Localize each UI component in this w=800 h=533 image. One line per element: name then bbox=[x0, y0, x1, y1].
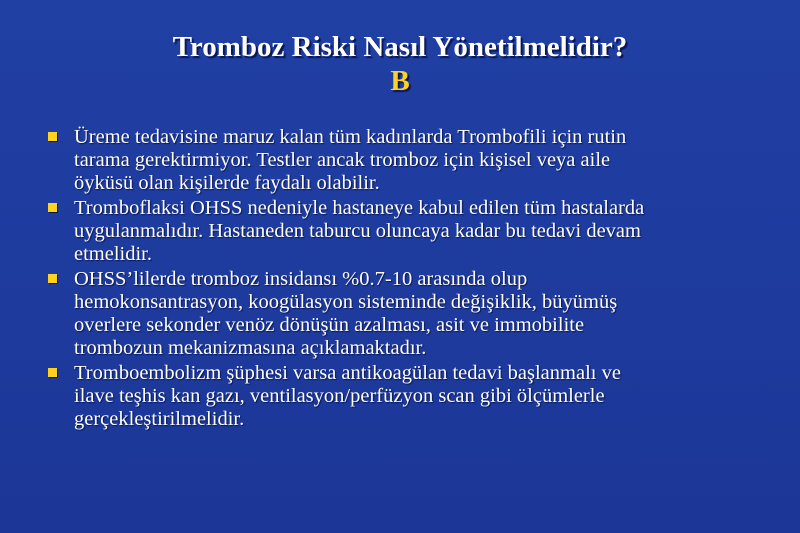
bullet-item bbox=[0, 197, 800, 266]
bullet-item bbox=[0, 126, 800, 195]
bullet-text-line: Tromboembolizm şüphesi varsa antikoagülan tedavi başlanmalı ve bbox=[74, 362, 621, 384]
slide-title: Tromboz Riski Nasıl Yönetilmelidir? bbox=[172, 31, 628, 63]
square-bullet-icon bbox=[48, 203, 57, 212]
bullet-item bbox=[0, 268, 800, 360]
bullet-text-line: gerçekleştirilmelidir. bbox=[74, 408, 245, 430]
title-block bbox=[0, 30, 800, 98]
bullet-text-line: OHSS’lilerde tromboz insidansı %0.7-10 arasında olup bbox=[74, 268, 528, 290]
square-bullet-icon bbox=[48, 132, 57, 141]
bullet-text-line: Tromboflaksi OHSS nedeniyle hastaneye kabul edilen tüm hastalarda bbox=[74, 197, 645, 219]
bullet-text-line: öyküsü olan kişilerde faydalı olabilir. bbox=[74, 172, 380, 194]
square-bullet-icon bbox=[48, 274, 57, 283]
bullet-item bbox=[0, 362, 800, 431]
bullet-text-line: trombozun mekanizmasına açıklamaktadır. bbox=[74, 337, 427, 359]
bullet-text-line: tarama gerektirmiyor. Testler ancak tromboz için kişisel veya aile bbox=[74, 149, 611, 171]
bullet-text-line: hemokonsantrasyon, koogülasyon sisteminde değişiklik, büyümüş bbox=[74, 291, 618, 313]
bullet-text-line: ilave teşhis kan gazı, ventilasyon/perfüzyon scan gibi ölçümlerle bbox=[74, 385, 605, 407]
slide-subtitle: B bbox=[390, 65, 410, 97]
bullet-text-line: uygulanmalıdır. Hastaneden taburcu oluncaya kadar bu tedavi devam bbox=[74, 220, 641, 242]
bullet-list bbox=[0, 126, 800, 433]
square-bullet-icon bbox=[48, 368, 57, 377]
bullet-text-line: Üreme tedavisine maruz kalan tüm kadınlarda Trombofili için rutin bbox=[74, 126, 627, 148]
bullet-text-line: overlere sekonder venöz dönüşün azalması, asit ve immobilite bbox=[74, 314, 585, 336]
bullet-text-line: etmelidir. bbox=[74, 243, 152, 265]
